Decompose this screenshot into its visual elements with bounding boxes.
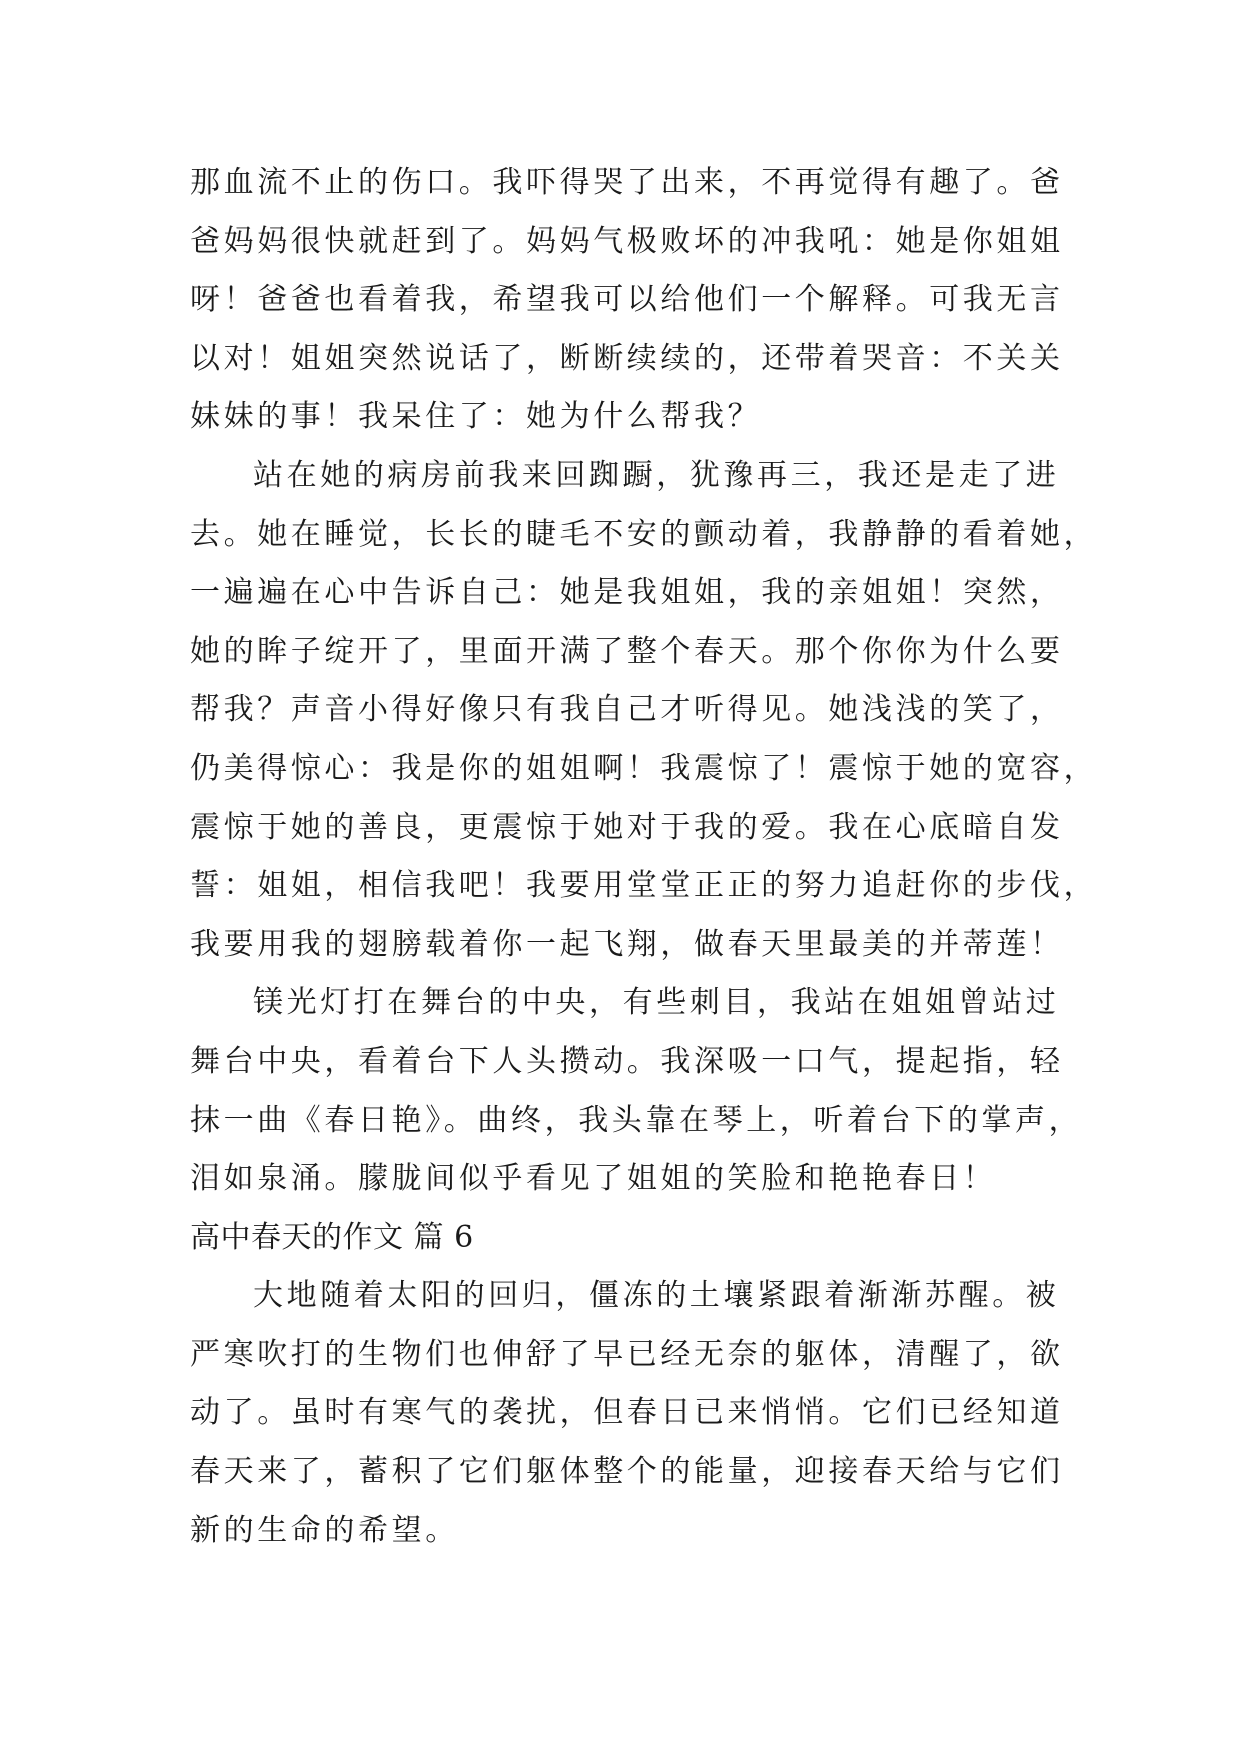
- text-line: 动了。虽时有寒气的袭扰，但春日已来悄悄。它们已经知道: [190, 1395, 1064, 1431]
- text-line: 去。她在睡觉，长长的睫毛不安的颤动着，我静静的看着她，: [190, 516, 1098, 552]
- text-line: 妹妹的事！我呆住了：她为什么帮我？: [190, 399, 762, 435]
- text-line: 帮我？声音小得好像只有我自己才听得见。她浅浅的笑了，: [190, 692, 1064, 728]
- text-line: 仍美得惊心：我是你的姐姐啊！我震惊了！震惊于她的宽容，: [190, 750, 1098, 786]
- text-line: 镁光灯打在舞台的中央，有些刺目，我站在姐姐曾站过: [253, 985, 1060, 1021]
- text-line: 那血流不止的伤口。我吓得哭了出来，不再觉得有趣了。爸: [190, 165, 1064, 200]
- text-line: 誓：姐姐，相信我吧！我要用堂堂正正的努力追赶你的步伐，: [190, 868, 1098, 904]
- text-line: 她的眸子绽开了，里面开满了整个春天。那个你你为什么要: [190, 633, 1064, 669]
- document-body: [190, 154, 1098, 1560]
- text-line: 站在她的病房前我来回踟蹰，犹豫再三，我还是走了进: [253, 457, 1060, 493]
- text-line: 以对！姐姐突然说话了，断断续续的，还带着哭音：不关关: [190, 340, 1064, 376]
- text-line: 春天来了，蓄积了它们躯体整个的能量，迎接春天给与它们: [190, 1454, 1064, 1490]
- text-line: 大地随着太阳的回归，僵冻的土壤紧跟着渐渐苏醒。被: [253, 1278, 1060, 1314]
- text-line: 爸妈妈很快就赶到了。妈妈气极败坏的冲我吼：她是你姐姐: [190, 223, 1064, 259]
- text-line: 新的生命的希望。: [190, 1512, 459, 1548]
- text-line: 呀！爸爸也看着我，希望我可以给他们一个解释。可我无言: [190, 282, 1064, 318]
- text-line: 抹一曲《春日艳》。曲终，我头靠在琴上，听着台下的掌声，: [190, 1102, 1083, 1138]
- section-heading: 高中春天的作文 篇 6: [190, 1219, 474, 1255]
- text-line: 舞台中央，看着台下人头攒动。我深吸一口气，提起指，轻: [190, 1043, 1064, 1079]
- text-line: 泪如泉涌。朦胧间似乎看见了姐姐的笑脸和艳艳春日！: [190, 1161, 997, 1197]
- text-line: 我要用我的翅膀载着你一起飞翔，做春天里最美的并蒂莲！: [190, 926, 1064, 962]
- text-line: 一遍遍在心中告诉自己：她是我姐姐，我的亲姐姐！突然，: [190, 575, 1064, 611]
- text-line: 震惊于她的善良，更震惊于她对于我的爱。我在心底暗自发: [190, 809, 1064, 845]
- text-line: 严寒吹打的生物们也伸舒了早已经无奈的躯体，清醒了，欲: [190, 1336, 1064, 1372]
